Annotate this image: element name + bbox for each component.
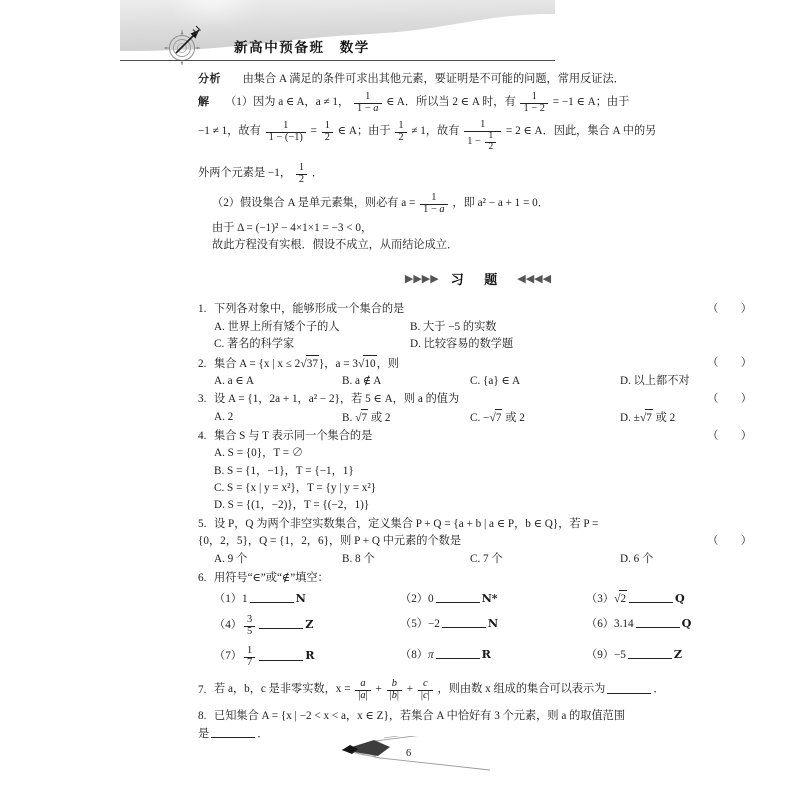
fill-item-2-set: N* bbox=[481, 591, 498, 606]
left-arrows-icon: ▶▶▶▶ bbox=[404, 272, 439, 286]
fill-item-5-blank[interactable] bbox=[442, 616, 486, 627]
q3-b-pre: B. bbox=[342, 411, 356, 424]
q3-d-post: 或 2 bbox=[652, 411, 676, 424]
question-2-option-b[interactable]: B. a ∉ A bbox=[342, 374, 382, 387]
page-number: 6 bbox=[406, 748, 412, 759]
fill-item-3-blank[interactable] bbox=[629, 592, 673, 603]
question-1 bbox=[198, 301, 758, 353]
q3-d-pre: D. ± bbox=[620, 411, 640, 424]
fill-item-2-blank[interactable] bbox=[436, 592, 480, 603]
question-3-stem: 设 A = {1，2a + 1，a² − 2}，若 5 ∈ A，则 a 的值为 bbox=[214, 393, 460, 406]
question-7-stem-c: ． bbox=[653, 683, 665, 696]
fill-item-5-index: （5） bbox=[400, 617, 428, 630]
question-8-stem-line-1: 已知集合 A = {x | −2 < x < a，x ∈ Z}，若集合 A 中恰好有 3 个元素，则 a 的取值范围 bbox=[214, 710, 626, 723]
question-3-option-b[interactable] bbox=[342, 409, 470, 427]
fill-item-2-index: （2） bbox=[400, 593, 428, 606]
sqrt-2-icon: √2 bbox=[614, 590, 627, 608]
solution-line2-b: = bbox=[310, 125, 317, 138]
fill-item-1-blank[interactable] bbox=[250, 592, 294, 603]
solution-line2-e: = 2 ∈ A．因此，集合 A 中的另 bbox=[505, 125, 657, 138]
page-header bbox=[120, 0, 555, 62]
fill-item-4-blank[interactable] bbox=[259, 618, 303, 629]
analysis-text: 由集合 A 满足的条件可求出其他元素，要证明是不可能的问题，常用反证法． bbox=[242, 73, 625, 85]
page-footer bbox=[340, 736, 490, 782]
question-1-option-b[interactable]: B. 大于 −5 的实数 bbox=[410, 320, 497, 333]
question-2-options bbox=[198, 373, 758, 390]
sqrt-10-icon: √10 bbox=[358, 355, 377, 373]
fill-item-3 bbox=[586, 590, 772, 608]
question-5-option-d[interactable]: D. 6 个 bbox=[620, 552, 654, 565]
question-4-option-d[interactable]: D. S = {(1，−2)}，T = {(−2，1)} bbox=[214, 499, 370, 512]
question-5-answer-paren[interactable]: （ ） bbox=[707, 535, 752, 548]
fraction-three-fifths: $\frac{3}{5}$ bbox=[244, 615, 255, 638]
solution-line-3 bbox=[198, 163, 758, 186]
fill-item-5-lhs: −2 bbox=[427, 617, 440, 630]
pen-nib-ornament-icon bbox=[340, 736, 490, 782]
fraction-1-over-1-minus-neg1: $\frac{1}{1 - (-1)}$ bbox=[266, 121, 306, 144]
question-2-option-a[interactable]: A. a ∈ A bbox=[214, 374, 254, 387]
question-8-number: 8. bbox=[198, 710, 207, 723]
question-5 bbox=[198, 516, 758, 568]
q3-c-radicand: 7 bbox=[495, 409, 503, 427]
question-4-option-a[interactable]: A. S = {0}，T = ∅ bbox=[214, 447, 304, 460]
solution-part1-prefix: （1）因为 a ∈ A，a ≠ 1， bbox=[225, 96, 350, 109]
solution-part2-b: ，即 a² − a + 1 = 0． bbox=[452, 196, 549, 209]
solution-part1-mid: ∈ A．所以当 2 ∈ A 时，有 bbox=[386, 96, 516, 109]
question-8-stem-l2-post: ． bbox=[257, 727, 269, 740]
question-2-radicand-2: 10 bbox=[363, 355, 376, 373]
fraction-nested: 1 1 − $\frac{1}{2}$ bbox=[464, 120, 501, 153]
question-2-stem-post: ，则 bbox=[376, 357, 399, 370]
fill-item-8-blank[interactable] bbox=[436, 648, 480, 659]
question-5-option-a[interactable]: A. 9 个 bbox=[214, 552, 248, 565]
fill-item-2-lhs: 0 bbox=[427, 593, 434, 606]
question-1-stem: 下列各对象中，能够形成一个集合的是 bbox=[214, 303, 405, 316]
question-2-answer-paren[interactable]: （ ） bbox=[707, 356, 752, 369]
question-2-stem-pre: 集合 A = {x | x ≤ 2 bbox=[214, 357, 301, 370]
fill-item-5 bbox=[400, 615, 586, 638]
fraction-one-half-a: $\frac{1}{2}$ bbox=[322, 121, 333, 144]
fill-item-6-index: （6） bbox=[586, 617, 614, 630]
solution-line3-text: 外两个元素是 −1， bbox=[198, 167, 292, 180]
fraction-1-over-1-minus-a: $\frac{1}{1 - a}$ bbox=[354, 92, 381, 115]
question-3-option-d[interactable] bbox=[620, 409, 675, 427]
analysis-label: 分析 bbox=[198, 72, 221, 85]
sqrt-7-icon-b: √7 bbox=[355, 409, 368, 427]
question-2-radicand-1: 37 bbox=[306, 355, 319, 373]
fraction-a-over-abs-a: $\frac{a}{|a|}$ bbox=[355, 679, 370, 702]
question-2-option-d[interactable]: D. 以上都不对 bbox=[620, 374, 690, 387]
right-arrows-icon: ◀◀◀◀ bbox=[517, 272, 552, 286]
analysis-block bbox=[198, 70, 758, 88]
question-3-option-a[interactable]: A. 2 bbox=[214, 410, 234, 423]
question-5-option-c[interactable]: C. 7 个 bbox=[470, 552, 503, 565]
question-3-option-c[interactable] bbox=[470, 409, 620, 427]
question-6-stem: 用符号“∈”或“∉”填空： bbox=[214, 571, 329, 584]
question-1-options-row-2 bbox=[198, 336, 758, 353]
solution-line2-d: ≠ 1，故有 bbox=[411, 125, 460, 138]
q3-c-pre: C. − bbox=[470, 411, 490, 424]
question-6 bbox=[198, 570, 758, 669]
question-8-stem-l2-pre: 是 bbox=[198, 727, 210, 740]
solution-line-2 bbox=[198, 120, 758, 153]
fill-item-1-lhs: 1 bbox=[241, 593, 248, 606]
solution-line3-end: ． bbox=[311, 167, 324, 180]
fill-item-9-index: （9） bbox=[586, 649, 614, 662]
q3-c-post: 或 2 bbox=[502, 411, 525, 424]
question-3-options bbox=[198, 409, 758, 427]
fill-item-1-set: N bbox=[295, 591, 306, 606]
q3-b-post: 或 2 bbox=[368, 411, 391, 424]
sqrt-37-icon: √37 bbox=[300, 355, 319, 373]
question-4 bbox=[198, 428, 758, 515]
fill-item-7-set: R bbox=[305, 648, 315, 663]
fill-item-6-blank[interactable] bbox=[636, 616, 680, 627]
fill-item-7-index: （7） bbox=[214, 650, 242, 663]
fraction-b-over-abs-b: $\frac{b}{|b|}$ bbox=[387, 679, 402, 702]
fill-item-7 bbox=[214, 646, 400, 669]
question-5-option-b[interactable]: B. 8 个 bbox=[342, 552, 375, 565]
question-5-stem-line-2: {0，2，5}，Q = {1，2，6}，则 P + Q 中元素的个数是 bbox=[198, 535, 462, 548]
question-2-number: 2. bbox=[198, 357, 207, 370]
fill-item-1-index: （1） bbox=[214, 593, 242, 606]
fill-item-9 bbox=[586, 646, 772, 669]
question-6-fill-row-1 bbox=[198, 590, 758, 608]
question-7-stem: 若 a，b，c 是非零实数，x = $\frac{a}{|a|}$ + $\frac{b}{|b|}$ + $\frac{c}{|c|}$ ，则由数 x 组成的集合可以表示为 ． bbox=[214, 678, 665, 702]
fraction-1-over-1-minus-2: $\frac{1}{1 - 2}$ bbox=[520, 92, 547, 115]
solution-part2-line2: 由于 Δ = (−1)² − 4×1×1 = −3 < 0， bbox=[212, 221, 373, 234]
question-8-answer-blank[interactable] bbox=[211, 726, 255, 737]
fill-item-6-set: Q bbox=[681, 615, 692, 630]
question-4-stem: 集合 S 与 T 表示同一个集合的是 bbox=[214, 429, 373, 442]
question-4-option-c[interactable]: C. S = {x | y = x²}，T = {y | y = x²} bbox=[214, 482, 377, 495]
question-1-option-d[interactable]: D. 比较容易的数学题 bbox=[410, 338, 514, 351]
exercise-section-header bbox=[198, 270, 758, 291]
fill-item-8-set: R bbox=[481, 647, 491, 662]
page-content bbox=[198, 70, 758, 744]
solution-line2-c: ∈ A；由于 bbox=[337, 125, 391, 138]
fill-item-6-lhs: 3.14 bbox=[613, 617, 634, 630]
fraction-1-over-1-minus-a-2: $\frac{1}{1 - a}$ bbox=[420, 193, 447, 216]
question-1-options-row-1 bbox=[198, 319, 758, 336]
page-header-title: 新高中预备班 数学 bbox=[234, 40, 370, 56]
fill-item-2 bbox=[400, 590, 586, 608]
question-4-answer-paren[interactable]: （ ） bbox=[707, 429, 752, 442]
solution-line-1 bbox=[198, 92, 758, 115]
fill-item-4 bbox=[214, 615, 400, 638]
question-3-answer-paren[interactable]: （ ） bbox=[707, 393, 752, 406]
question-4-options bbox=[198, 445, 758, 514]
fill-item-8-index: （8） bbox=[400, 649, 428, 662]
q3-d-radicand: 7 bbox=[645, 409, 653, 427]
sqrt-7-icon-c: √7 bbox=[489, 409, 502, 427]
exercise-title: 习 题 bbox=[450, 273, 506, 289]
question-4-number: 4. bbox=[198, 429, 207, 442]
question-2 bbox=[198, 355, 758, 391]
fill-item-7-blank[interactable] bbox=[259, 649, 303, 660]
fill-item-3-set: Q bbox=[675, 591, 685, 606]
header-divider bbox=[120, 60, 555, 61]
question-3-number: 3. bbox=[198, 393, 207, 406]
question-6-fill-row-2 bbox=[198, 615, 758, 638]
fill-item-5-set: N bbox=[487, 615, 499, 630]
fill-item-9-blank[interactable] bbox=[628, 648, 672, 659]
sqrt-7-icon-d: √7 bbox=[640, 409, 653, 427]
question-7-stem-a: 若 a，b，c 是非零实数，x = bbox=[214, 683, 351, 696]
fill-item-9-lhs: −5 bbox=[613, 649, 626, 662]
solution-block bbox=[198, 92, 758, 254]
solution-line2-a: −1 ≠ 1，故有 bbox=[198, 125, 261, 138]
solution-part2-line1 bbox=[198, 193, 758, 216]
fraction-one-seventh: $\frac{1}{7}$ bbox=[244, 646, 255, 669]
solution-part2-line3: 故此方程没有实根．假设不成立，从而结论成立． bbox=[212, 238, 459, 251]
q3-b-radicand: 7 bbox=[361, 409, 369, 427]
solution-part1-eq: = −1 ∈ A；由于 bbox=[552, 96, 630, 109]
question-6-number: 6. bbox=[198, 571, 207, 584]
solution-part2-a: （2）假设集合 A 是单元素集，则必有 a = bbox=[212, 196, 416, 209]
fill-item-8 bbox=[400, 646, 586, 669]
question-2-option-c[interactable]: C. {a} ∈ A bbox=[470, 374, 521, 387]
fill-item-3-index: （3） bbox=[586, 593, 614, 606]
question-1-option-c[interactable]: C. 著名的科学家 bbox=[214, 338, 295, 351]
question-1-option-a[interactable]: A. 世界上所有矮个子的人 bbox=[214, 320, 340, 333]
question-7 bbox=[198, 679, 758, 702]
question-5-stem-line-1: 设 P，Q 为两个非空实数集合，定义集合 P + Q = {a + b | a ∈ P，b ∈ Q}，若 P = bbox=[214, 517, 599, 530]
question-1-answer-paren[interactable]: （ ） bbox=[707, 303, 752, 316]
question-7-answer-blank[interactable] bbox=[607, 682, 651, 693]
fill-item-4-index: （4） bbox=[214, 618, 242, 631]
fill-item-6 bbox=[586, 615, 772, 638]
fill-item-1 bbox=[214, 590, 400, 608]
question-2-stem-mid: }，a = 3 bbox=[318, 357, 358, 370]
solution-label: 解 bbox=[198, 95, 210, 109]
question-4-option-b[interactable]: B. S = {1，−1}，T = {−1，1} bbox=[214, 464, 354, 477]
question-7-stem-b: ，则由数 x 组成的集合可以表示为 bbox=[437, 683, 606, 696]
question-3 bbox=[198, 391, 758, 427]
question-5-number: 5. bbox=[198, 517, 207, 530]
fraction-c-over-abs-c: $\frac{c}{|c|}$ bbox=[418, 679, 433, 702]
question-6-fill-row-3 bbox=[198, 646, 758, 669]
question-1-number: 1. bbox=[198, 303, 207, 316]
fill-item-9-set: Z bbox=[673, 647, 683, 662]
fraction-one-half-c: $\frac{1}{2}$ bbox=[296, 163, 307, 186]
fill-item-8-lhs: π bbox=[427, 649, 434, 662]
question-2-stem bbox=[214, 355, 758, 373]
fill-item-4-set: Z bbox=[305, 616, 314, 631]
question-5-options bbox=[198, 551, 758, 568]
fraction-one-half-b: $\frac{1}{2}$ bbox=[395, 121, 406, 144]
question-7-number: 7. bbox=[198, 683, 207, 696]
